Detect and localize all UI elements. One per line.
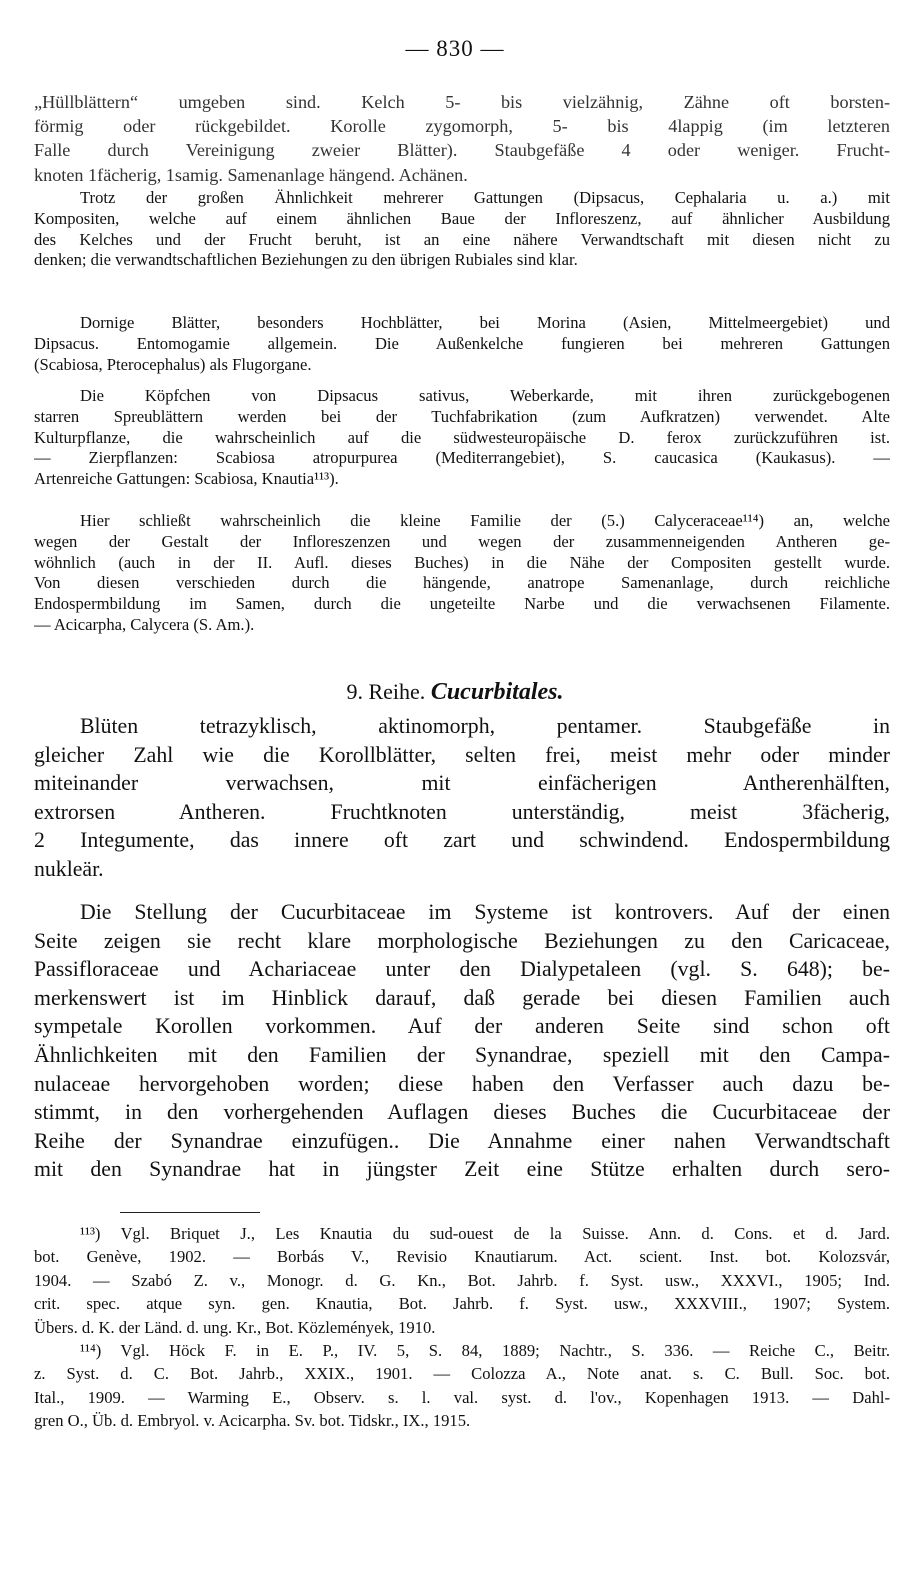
- text-line: z. Syst. d. C. Bot. Jahrb., XXIX., 1901. — Colozza A., Note anat. s. C. Bull. Soc. bot.: [34, 1364, 890, 1384]
- text-line: nulaceae hervorgehoben worden; diese haben den Verfasser auch dazu be-: [34, 1071, 890, 1096]
- text-line: bot. Genève, 1902. — Borbás V., Revisio Knautiarum. Act. scient. Inst. bot. Kolozsvár,: [34, 1247, 890, 1267]
- text-line: Ital., 1909. — Warming E., Observ. s. l. val. syst. d. l'ov., Kopenhagen 1913. — Dahl-: [34, 1387, 890, 1407]
- text-line: Falle durch Vereinigung zweier Blätter). Staubgefäße 4 oder weniger. Frucht-: [34, 140, 890, 161]
- text-line: knoten 1fächerig, 1samig. Samenanlage hängend. Achänen.: [34, 164, 468, 185]
- text-line: mit den Synandrae hat in jüngster Zeit eine Stütze erhalten durch sero-: [34, 1157, 890, 1182]
- text-line: Dipsacus. Entomogamie allgemein. Die Außenkelche fungieren bei mehreren Gattungen: [34, 333, 890, 353]
- text-line: des Kelches und der Frucht beruht, ist an eine nähere Verwandtschaft mit diesen nicht zu: [34, 229, 890, 249]
- text-line: Dornige Blätter, besonders Hochblätter, bei Morina (Asien, Mittelmeergebiet) und: [80, 313, 890, 332]
- text-line: stimmt, in den vorhergehenden Auflagen dieses Buches die Cucurbitaceae der: [34, 1100, 890, 1125]
- footnote-114: [34, 1339, 890, 1433]
- text-line: „Hüllblättern“ umgeben sind. Kelch 5- bis vielzähnig, Zähne oft borsten-: [34, 92, 890, 112]
- text-line: 2 Integumente, das innere oft zart und schwindend. Endospermbildung: [34, 828, 890, 853]
- text-line: ¹¹⁴) Vgl. Höck F. in E. P., IV. 5, S. 84, 1889; Nachtr., S. 336. — Reiche C., Beitr.: [80, 1341, 890, 1360]
- text-line: Kulturpflanze, die wahrscheinlich auf die südwesteuropäische D. ferox zurückzuführen ist.: [34, 427, 890, 447]
- text-line: Ähnlichkeiten mit den Familien der Synandrae, speziell mit den Campa-: [34, 1042, 890, 1067]
- text-line: Übers. d. K. der Länd. d. ung. Kr., Bot. Közlemények, 1910.: [34, 1317, 436, 1337]
- text-line: miteinander verwachsen, mit einfächerigen Antherenhälften,: [34, 771, 890, 796]
- paragraph-hullblattern: [34, 90, 890, 187]
- text-line: Kompositen, welche auf einem ähnlichen Baue der Infloreszenz, auf ähnlicher Ausbildung: [34, 208, 890, 228]
- text-line: Blüten tetrazyklisch, aktinomorph, pentamer. Staubgefäße in: [80, 714, 890, 738]
- heading-prefix: 9. Reihe.: [346, 679, 426, 704]
- heading-title: Cucurbitales.: [430, 679, 564, 705]
- text-line: Reihe der Synandrae einzufügen.. Die Annahme einer nahen Verwandtschaft: [34, 1128, 890, 1153]
- text-line: Artenreiche Gattungen: Scabiosa, Knautia¹¹³).: [34, 469, 339, 489]
- text-line: Hier schließt wahrscheinlich die kleine Familie der (5.) Calyceraceae¹¹⁴) an, welche: [80, 511, 890, 530]
- text-line: Endospermbildung im Samen, durch die ungeteilte Narbe und die verwachsenen Filamente.: [34, 594, 890, 614]
- page-number: — 830 —: [405, 36, 505, 61]
- text-line: gren O., Üb. d. Embryol. v. Acicarpha. Sv. bot. Tidskr., IX., 1915.: [34, 1411, 471, 1431]
- footnote-divider: [120, 1212, 260, 1213]
- text-line: — Zierpflanzen: Scabiosa atropurpurea (Mediterrangebiet), S. caucasica (Kaukasus). —: [34, 448, 890, 468]
- text-line: starren Spreublättern werden bei der Tuchfabrikation (zum Aufkratzen) verwendet. Alte: [34, 406, 890, 426]
- text-line: Passifloraceae und Achariaceae unter den Dialypetaleen (vgl. S. 648); be-: [34, 957, 890, 982]
- footnote-113: [34, 1222, 890, 1339]
- text-line: gleicher Zahl wie die Korollblätter, selten frei, meist mehr oder minder: [34, 742, 890, 767]
- paragraph-bluten: [34, 712, 890, 884]
- text-line: wöhnlich (auch in der II. Aufl. dieses Buches) in die Nähe der Compositen gestellt wurde.: [34, 552, 890, 572]
- paragraph-komposite-note: [34, 188, 890, 271]
- text-line: Trotz der großen Ähnlichkeit mehrerer Gattungen (Dipsacus, Cephalaria u. a.) mit: [80, 188, 890, 207]
- paragraph-dornige-blatter: [34, 313, 890, 375]
- paragraph-stellung: [34, 898, 890, 1184]
- text-line: nukleär.: [34, 856, 104, 881]
- text-line: Die Stellung der Cucurbitaceae im Systeme ist kontrovers. Auf der einen: [80, 900, 890, 924]
- section-heading: [0, 679, 910, 706]
- text-line: — Acicarpha, Calycera (S. Am.).: [34, 614, 255, 634]
- text-line: (Scabiosa, Pterocephalus) als Flugorgane.: [34, 354, 312, 374]
- text-line: Seite zeigen sie recht klare morphologische Beziehungen zu den Caricaceae,: [34, 928, 890, 953]
- text-line: Von diesen verschieden durch die hängende, anatrope Samenanlage, durch reichliche: [34, 573, 890, 593]
- text-line: 1904. — Szabó Z. v., Monogr. d. G. Kn., Bot. Jahrb. f. Syst. usw., XXXVI., 1905; Ind.: [34, 1270, 890, 1290]
- paragraph-calyceraceae: [34, 511, 890, 636]
- text-line: wegen der Gestalt der Infloreszenzen und wegen der zusammenneigenden Antheren ge-: [34, 531, 890, 551]
- text-line: merkenswert ist im Hinblick darauf, daß gerade bei diesen Familien auch: [34, 985, 890, 1010]
- text-line: denken; die verwandtschaftlichen Beziehungen zu den übrigen Rubiales sind klar.: [34, 250, 578, 270]
- paragraph-kopfchen: [34, 386, 890, 490]
- text-line: sympetale Korollen vorkommen. Auf der anderen Seite sind schon oft: [34, 1014, 890, 1039]
- text-line: crit. spec. atque syn. gen. Knautia, Bot. Jahrb. f. Syst. usw., XXXVIII., 1907; System.: [34, 1294, 890, 1314]
- text-line: Die Köpfchen von Dipsacus sativus, Weberkarde, mit ihren zurückgebogenen: [80, 386, 890, 405]
- text-line: ¹¹³) Vgl. Briquet J., Les Knautia du sud-ouest de la Suisse. Ann. d. Cons. et d. Jard.: [80, 1224, 890, 1243]
- text-line: extrorsen Antheren. Fruchtknoten unterständig, meist 3fächerig,: [34, 799, 890, 824]
- text-line: förmig oder rückgebildet. Korolle zygomorph, 5- bis 4lappig (im letzteren: [34, 116, 890, 137]
